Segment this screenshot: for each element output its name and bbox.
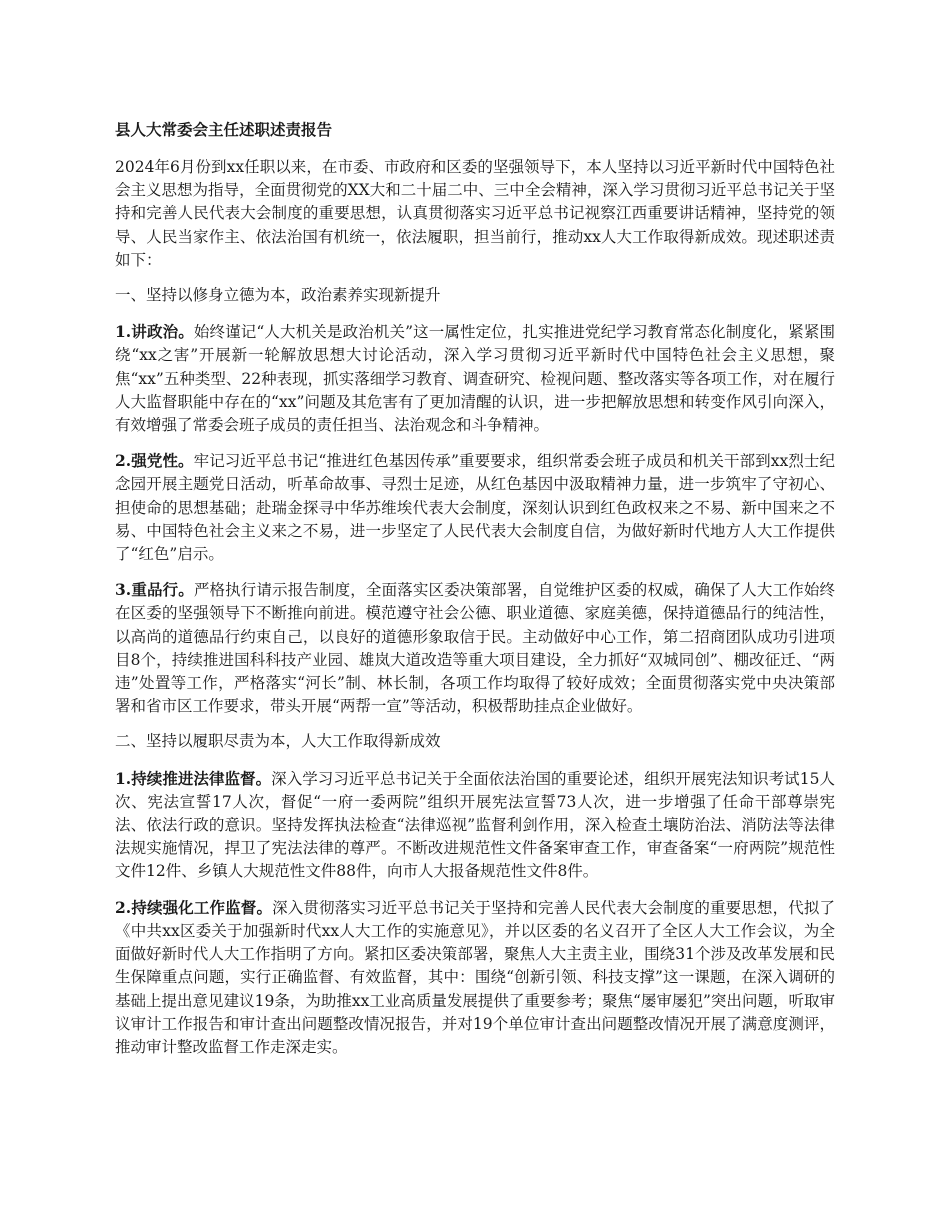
item-lead: 1.持续推进法律监督。 (115, 768, 272, 788)
item-text: 深入学习习近平总书记关于全面依法治国的重要论述，组织开展宪法知识考试15人次、宪法宣誓17人次，督促“一府一委两院”组织开展宪法宣誓73人次，进一步增强了任命干部尊崇宪法、依法行政的意识。坚持发挥执法检查“法律巡视”监督利剑作用，深入检查土壤防治法、消防法等法律法规实施情况，捍卫了宪法法律的尊严。不断改进规范性文件备案审查工作，审查备案“一府两院”规范性文件12件、乡镇人大规范性文件88件，向市人大报备规范性文件8件。 (115, 769, 835, 881)
section-2-item-2 (115, 896, 835, 1059)
item-lead: 1.讲政治。 (115, 322, 194, 342)
section-1-item-3 (115, 578, 835, 718)
section-1-item-1 (115, 320, 835, 437)
item-text: 深入贯彻落实习近平总书记关于坚持和完善人民代表大会制度的重要思想，代拟了《中共xx区委关于加强新时代xx人大工作的实施意见》，并以区委的名义召开了全区人大工作会议，为全面做好新时代人大工作指明了方向。紧扣区委决策部署，聚焦人大主责主业，围绕31个涉及改革发展和民生保障重点问题，实行正确监督、有效监督，其中：围绕“创新引领、科技支撑”这一课题，在深入调研的基础上提出意见建议19条，为助推xx工业高质量发展提供了重要参考；聚焦“屡审屡犯”突出问题，听取审议审计工作报告和审计查出问题整改情况报告，并对19个单位审计查出问题整改情况开展了满意度测评，推动审计整改监督工作走深走实。 (115, 898, 835, 1056)
document-page (115, 118, 835, 1071)
item-text: 始终谨记“人大机关是政治机关”这一属性定位，扎实推进党纪学习教育常态化制度化，紧紧围绕“xx之害”开展新一轮解放思想大讨论活动，深入学习贯彻习近平新时代中国特色社会主义思想，聚焦“xx”五种类型、22种表现，抓实落细学习教育、调查研究、检视问题、整改落实等各项工作，对在履行人大监督职能中存在的“xx”问题及其危害有了更加清醒的认识，进一步把解放思想和转变作风引向深入，有效增强了常委会班子成员的责任担当、法治观念和斗争精神。 (115, 323, 836, 435)
intro-paragraph: 2024年6月份到xx任职以来，在市委、市政府和区委的坚强领导下，本人坚持以习近平新时代中国特色社会主义思想为指导，全面贯彻党的XX大和二十届二中、三中全会精神，深入学习贯彻习近平总书记关于坚持和完善人民代表大会制度的重要思想，认真贯彻落实习近平总书记视察江西重要讲话精神，坚持党的领导、人民当家作主、依法治国有机统一，依法履职，担当前行，推动xx人大工作取得新成效。现述职述责如下： (115, 158, 835, 269)
section-2-item-1 (115, 767, 835, 884)
item-text: 牢记习近平总书记“推进红色基因传承”重要要求，组织常委会班子成员和机关干部到xx烈士纪念园开展主题党日活动，听革命故事、寻烈士足迹，从红色基因中汲取精神力量，进一步筑牢了守初心、担使命的思想基础；赴瑞金探寻中华苏维埃代表大会制度，深刻认识到红色政权来之不易、新中国来之不易、中国特色社会主义来之不易，进一步坚定了人民代表大会制度自信，为做好新时代地方人大工作提供了“红色”启示。 (115, 452, 835, 564)
section-1-heading: 一、坚持以修身立德为本，政治素养实现新提升 (115, 286, 441, 305)
document-title: 县人大常委会主任述职述责报告 (115, 120, 333, 139)
item-text: 严格执行请示报告制度，全面落实区委决策部署，自觉维护区委的权威，确保了人大工作始终在区委的坚强领导下不断推向前进。模范遵守社会公德、职业道德、家庭美德，保持道德品行的纯洁性，以高尚的道德品行约束自己，以良好的道德形象取信于民。主动做好中心工作，第二招商团队成功引进项目8个，持续推进国科科技产业园、雄岚大道改造等重大项目建设，全力抓好“双城同创”、棚改征迁、“两违”处置等工作，严格落实“河长”制、林长制，各项工作均取得了较好成效；全面贯彻落实党中央决策部署和省市区工作要求，带头开展“两帮一宣”等活动，积极帮助挂点企业做好。 (115, 581, 835, 716)
section-2-heading: 二、坚持以履职尽责为本，人大工作取得新成效 (115, 732, 441, 751)
item-lead: 3.重品行。 (115, 580, 194, 600)
section-1-item-2 (115, 449, 835, 566)
item-lead: 2.持续强化工作监督。 (115, 897, 273, 917)
item-lead: 2.强党性。 (115, 451, 194, 471)
